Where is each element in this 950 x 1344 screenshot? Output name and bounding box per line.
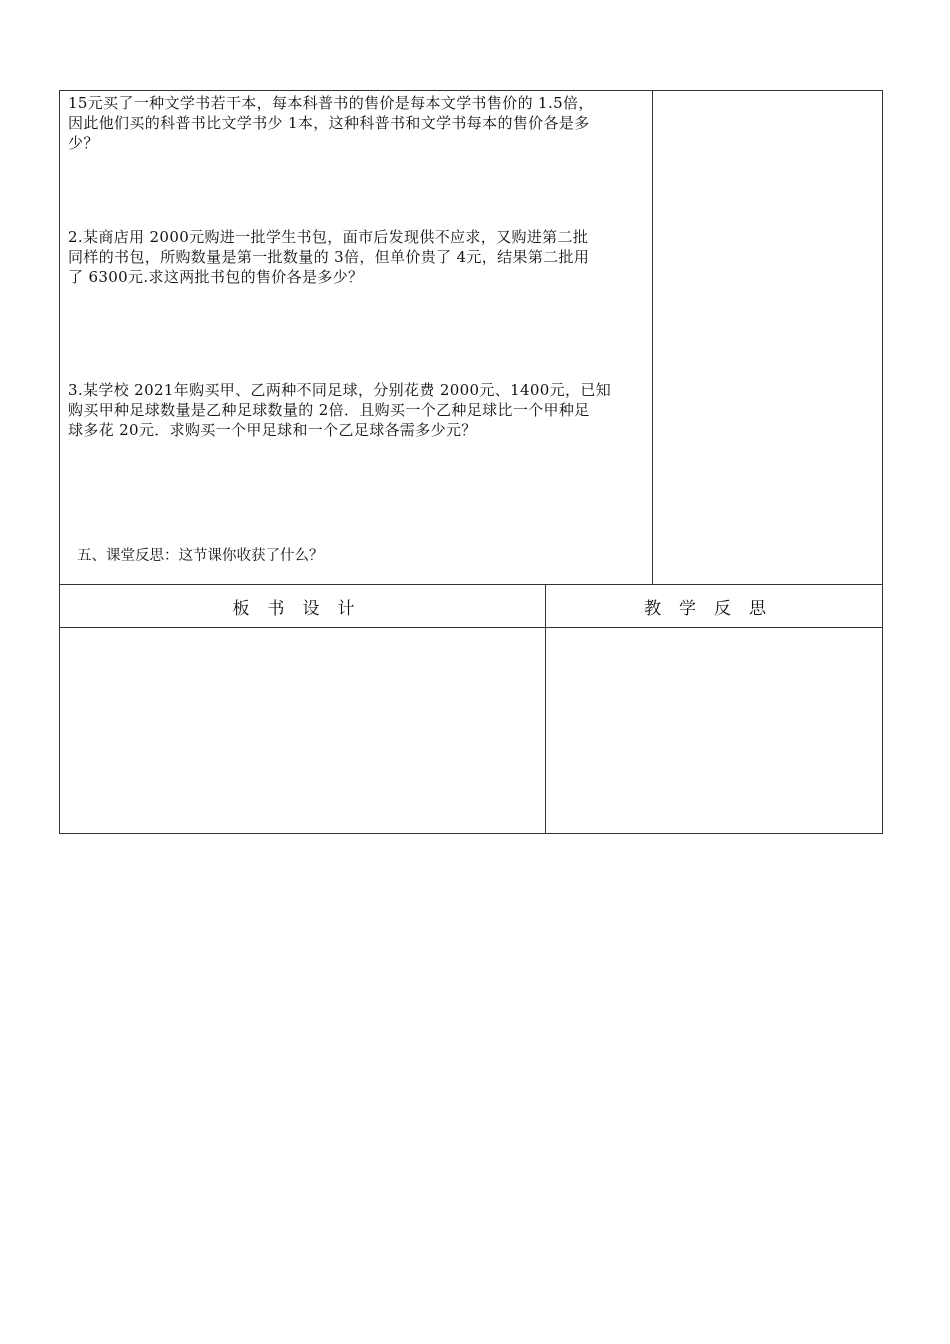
section-5-class-reflection: 五、课堂反思：这节课你收获了什么？ [77, 548, 324, 564]
board-design-header: 板书设计 [232, 598, 373, 619]
problem-2-line-1: 2.某商店用 2000元购进一批学生书包，面市后发现供不应求，又购进第二批 [68, 228, 589, 246]
problem-2-line-2: 同样的书包，所购数量是第一批数量的 3倍，但单价贵了 4元，结果第二批用 [68, 248, 590, 266]
problem-1-line-1: 15元买了一种文学书若干本，每本科普书的售价是每本文学书售价的 1.5倍， [68, 94, 594, 112]
problem-3-line-1: 3.某学校 2021年购买甲、乙两种不同足球，分别花费 2000元、1400元，已知 [68, 381, 612, 399]
notes-column-cell[interactable] [653, 91, 882, 584]
table-bottom-border [59, 833, 883, 834]
problem-3-line-2: 购买甲种足球数量是乙种足球数量的 2倍．且购买一个乙种足球比一个甲种足 [68, 401, 590, 419]
problem-3 [68, 380, 646, 440]
table-right-border [882, 90, 883, 834]
problem-1-line-2: 因此他们买的科普书比文学书少 1本，这种科普书和文学书每本的售价各是多 [68, 114, 590, 132]
problem-3-line-3: 球多花 20元．求购买一个甲足球和一个乙足球各需多少元？ [68, 421, 477, 439]
teaching-reflection-cell[interactable] [546, 628, 882, 833]
problem-1 [68, 93, 646, 153]
problem-2 [68, 227, 646, 287]
teaching-reflection-header: 教学反思 [644, 598, 784, 619]
board-design-cell[interactable] [60, 628, 545, 833]
problem-2-line-3: 了 6300元.求这两批书包的售价各是多少？ [68, 268, 364, 286]
problem-1-line-3: 少？ [68, 134, 99, 152]
